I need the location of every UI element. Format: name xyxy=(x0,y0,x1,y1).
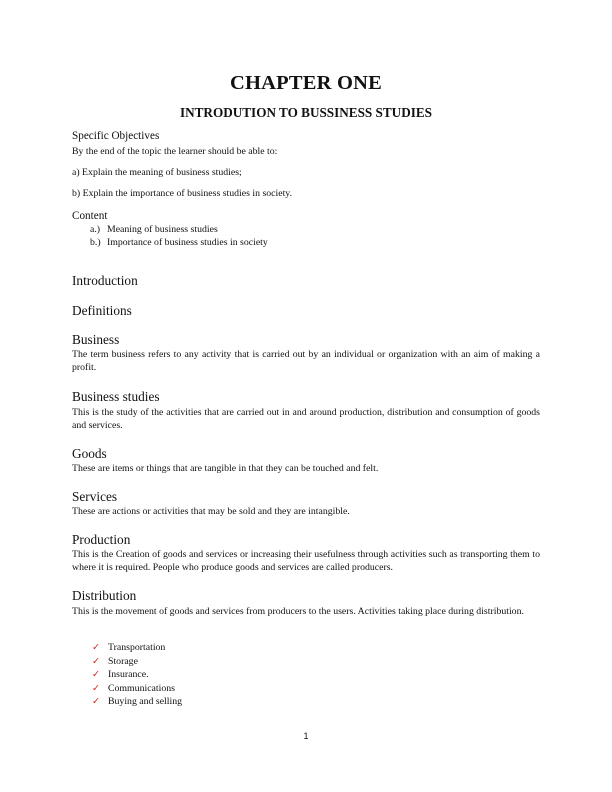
services-heading: Services xyxy=(72,489,118,504)
business-studies-heading: Business studies xyxy=(72,389,160,404)
chapter-title: CHAPTER ONE xyxy=(230,72,382,94)
page-number: 1 xyxy=(303,731,309,741)
distribution-activities-list xyxy=(72,641,182,709)
list-item-text: Buying and selling xyxy=(108,696,183,708)
objectives-heading: Specific Objectives xyxy=(72,130,160,142)
list-item xyxy=(72,682,182,696)
check-icon: ✓ xyxy=(92,682,100,694)
list-item-text: Insurance. xyxy=(108,669,149,681)
objective-item: a) Explain the meaning of business studies; xyxy=(72,167,242,178)
production-definition: This is the Creation of goods and services or increasing their usefulness through activities such as transporting them to where it is required. People who produce goods and services are called producers. xyxy=(72,549,540,573)
production-heading: Production xyxy=(72,532,131,547)
list-item xyxy=(72,668,182,682)
chapter-subtitle: INTRODUTION TO BUSSINESS STUDIES xyxy=(179,105,432,120)
list-marker: b.) xyxy=(90,236,101,248)
list-item xyxy=(90,224,268,237)
definitions-heading: Definitions xyxy=(72,303,132,318)
list-item-text: Communications xyxy=(108,682,175,694)
list-item-text: Transportation xyxy=(108,642,166,653)
list-item-text: Meaning of business studies xyxy=(107,224,218,235)
introduction-heading: Introduction xyxy=(72,273,138,288)
check-icon: ✓ xyxy=(92,669,100,681)
list-item xyxy=(72,655,182,669)
list-item-text: Importance of business studies in society xyxy=(107,236,268,248)
business-studies-definition: This is the study of the activities that are carried out in and around production, distribution and consumption of goods and services. xyxy=(72,407,540,431)
check-icon: ✓ xyxy=(92,696,100,708)
business-definition: The term business refers to any activity that is carried out by an individual or organization with an aim of making a profit. xyxy=(72,349,540,373)
content-heading: Content xyxy=(72,210,108,222)
distribution-definition: This is the movement of goods and services from producers to the users. Activities taking place during distribution. xyxy=(72,606,524,617)
goods-heading: Goods xyxy=(72,446,107,461)
list-item xyxy=(72,641,182,655)
goods-definition: These are items or things that are tangible in that they can be touched and felt. xyxy=(72,463,379,474)
check-icon: ✓ xyxy=(92,642,100,653)
business-heading: Business xyxy=(72,332,120,347)
check-icon: ✓ xyxy=(92,655,100,667)
list-item xyxy=(90,237,268,250)
distribution-heading: Distribution xyxy=(72,588,137,603)
content-list xyxy=(90,224,268,249)
list-marker: a.) xyxy=(90,224,101,235)
list-item xyxy=(72,695,182,709)
services-definition: These are actions or activities that may be sold and they are intangible. xyxy=(72,506,350,517)
objective-item: b) Explain the importance of business studies in society. xyxy=(72,188,293,199)
list-item-text: Storage xyxy=(108,655,138,667)
objectives-intro: By the end of the topic the learner should be able to: xyxy=(72,146,278,157)
